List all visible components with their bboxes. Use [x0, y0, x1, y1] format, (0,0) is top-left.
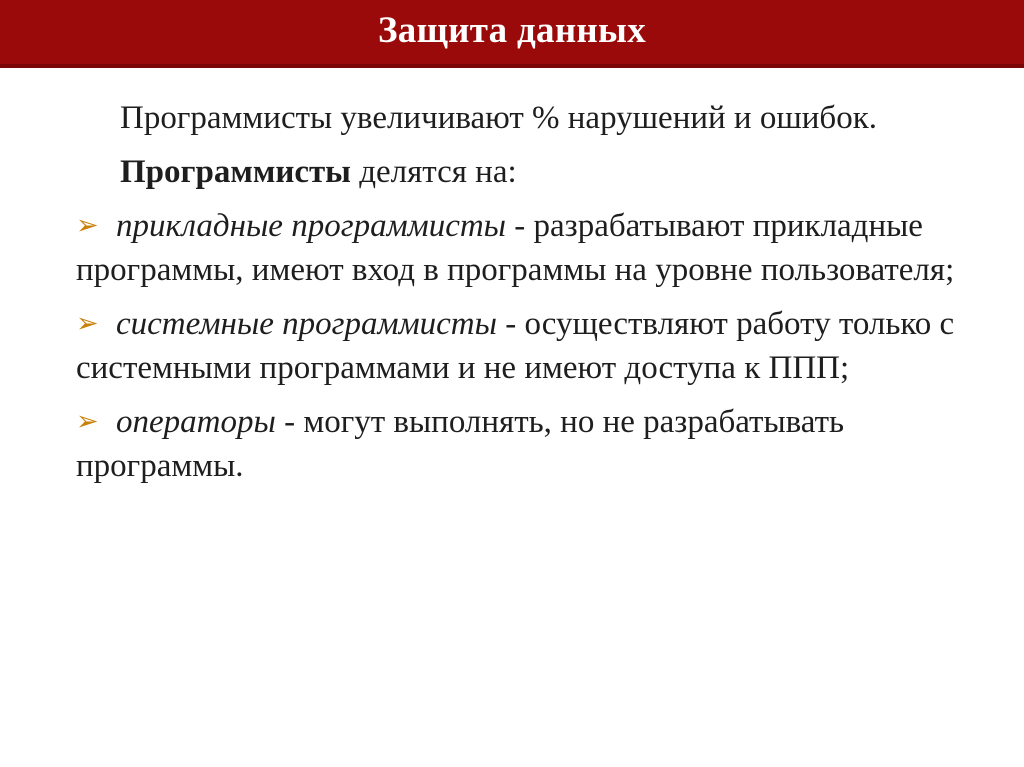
bullet-item-applied: [76, 205, 956, 291]
intro-paragraph: [76, 97, 956, 139]
bullet-text: - могут выполнять, но не разрабатывать программы.: [76, 404, 845, 484]
bullet-term: прикладные программисты: [116, 208, 507, 244]
bullet-term: операторы: [116, 404, 276, 440]
title-bar: [0, 0, 1024, 68]
bullet-text: - разрабатывают прикладные программы, имеют вход в программы на уровне пользователя;: [76, 208, 955, 288]
arrow-bullet-icon: ➢: [76, 406, 99, 437]
arrow-bullet-icon: ➢: [76, 210, 99, 241]
bullet-item-operators: [76, 401, 956, 487]
division-rest-text: делятся на:: [350, 154, 517, 190]
division-bold-text: Программисты: [120, 154, 351, 190]
intro-text: Программисты увеличивают % нарушений и ошибок.: [120, 100, 877, 136]
division-paragraph: [76, 151, 956, 193]
slide-title: Защита данных: [377, 9, 647, 51]
bullet-term: системные программисты: [116, 306, 497, 342]
slide-body: [76, 97, 956, 499]
arrow-bullet-icon: ➢: [76, 308, 99, 339]
bullet-text: - осуществляют работу только с системными программами и не имеют доступа к ППП;: [76, 306, 955, 386]
bullet-item-system: [76, 303, 956, 389]
